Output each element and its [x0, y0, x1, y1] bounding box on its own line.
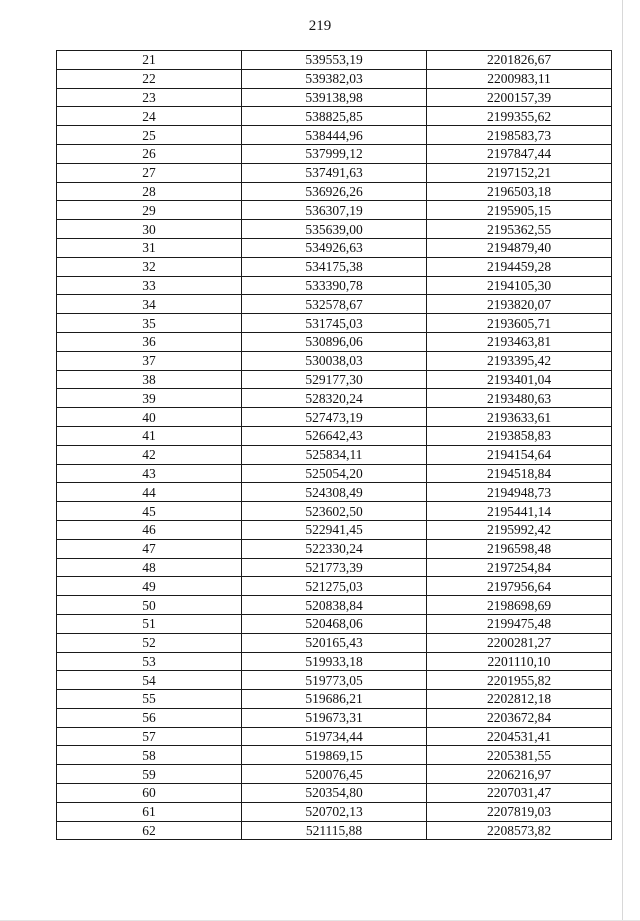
point-number-cell: 23	[57, 88, 242, 107]
table-row	[57, 69, 612, 88]
point-number-cell: 37	[57, 351, 242, 370]
point-number-cell: 34	[57, 295, 242, 314]
point-number-cell: 62	[57, 821, 242, 840]
table-row	[57, 257, 612, 276]
point-number-cell: 36	[57, 332, 242, 351]
table-row	[57, 238, 612, 257]
table-row	[57, 332, 612, 351]
point-number-cell: 47	[57, 539, 242, 558]
y-coordinate-cell: 2208573,82	[427, 821, 612, 840]
y-coordinate-cell: 2202812,18	[427, 690, 612, 709]
y-coordinate-cell: 2204531,41	[427, 727, 612, 746]
y-coordinate-cell: 2193820,07	[427, 295, 612, 314]
x-coordinate-cell: 519933,18	[242, 652, 427, 671]
point-number-cell: 53	[57, 652, 242, 671]
x-coordinate-cell: 521275,03	[242, 577, 427, 596]
table-row	[57, 88, 612, 107]
x-coordinate-cell: 519734,44	[242, 727, 427, 746]
table-row	[57, 408, 612, 427]
y-coordinate-cell: 2193401,04	[427, 370, 612, 389]
point-number-cell: 46	[57, 520, 242, 539]
y-coordinate-cell: 2203672,84	[427, 708, 612, 727]
y-coordinate-cell: 2193858,83	[427, 426, 612, 445]
point-number-cell: 48	[57, 558, 242, 577]
point-number-cell: 31	[57, 238, 242, 257]
y-coordinate-cell: 2197254,84	[427, 558, 612, 577]
y-coordinate-cell: 2196598,48	[427, 539, 612, 558]
point-number-cell: 32	[57, 257, 242, 276]
table-row	[57, 596, 612, 615]
table-row	[57, 502, 612, 521]
coordinates-table	[56, 50, 612, 840]
x-coordinate-cell: 530896,06	[242, 332, 427, 351]
point-number-cell: 44	[57, 483, 242, 502]
x-coordinate-cell: 538444,96	[242, 126, 427, 145]
y-coordinate-cell: 2206216,97	[427, 765, 612, 784]
point-number-cell: 21	[57, 51, 242, 70]
y-coordinate-cell: 2195362,55	[427, 220, 612, 239]
y-coordinate-cell: 2194459,28	[427, 257, 612, 276]
table-row	[57, 802, 612, 821]
table-row	[57, 539, 612, 558]
x-coordinate-cell: 527473,19	[242, 408, 427, 427]
x-coordinate-cell: 519686,21	[242, 690, 427, 709]
x-coordinate-cell: 524308,49	[242, 483, 427, 502]
y-coordinate-cell: 2193480,63	[427, 389, 612, 408]
x-coordinate-cell: 539553,19	[242, 51, 427, 70]
x-coordinate-cell: 534926,63	[242, 238, 427, 257]
x-coordinate-cell: 537491,63	[242, 163, 427, 182]
y-coordinate-cell: 2200983,11	[427, 69, 612, 88]
point-number-cell: 39	[57, 389, 242, 408]
point-number-cell: 38	[57, 370, 242, 389]
x-coordinate-cell: 519869,15	[242, 746, 427, 765]
point-number-cell: 41	[57, 426, 242, 445]
y-coordinate-cell: 2201826,67	[427, 51, 612, 70]
y-coordinate-cell: 2199355,62	[427, 107, 612, 126]
y-coordinate-cell: 2194518,84	[427, 464, 612, 483]
point-number-cell: 55	[57, 690, 242, 709]
x-coordinate-cell: 539382,03	[242, 69, 427, 88]
y-coordinate-cell: 2196503,18	[427, 182, 612, 201]
x-coordinate-cell: 519773,05	[242, 671, 427, 690]
table-row	[57, 558, 612, 577]
point-number-cell: 51	[57, 614, 242, 633]
point-number-cell: 33	[57, 276, 242, 295]
x-coordinate-cell: 522330,24	[242, 539, 427, 558]
x-coordinate-cell: 539138,98	[242, 88, 427, 107]
table-row	[57, 765, 612, 784]
table-row	[57, 351, 612, 370]
table-row	[57, 671, 612, 690]
y-coordinate-cell: 2194154,64	[427, 445, 612, 464]
x-coordinate-cell: 533390,78	[242, 276, 427, 295]
table-row	[57, 445, 612, 464]
y-coordinate-cell: 2198698,69	[427, 596, 612, 615]
x-coordinate-cell: 520468,06	[242, 614, 427, 633]
x-coordinate-cell: 523602,50	[242, 502, 427, 521]
point-number-cell: 56	[57, 708, 242, 727]
x-coordinate-cell: 536307,19	[242, 201, 427, 220]
x-coordinate-cell: 526642,43	[242, 426, 427, 445]
point-number-cell: 26	[57, 144, 242, 163]
y-coordinate-cell: 2197152,21	[427, 163, 612, 182]
x-coordinate-cell: 520165,43	[242, 633, 427, 652]
y-coordinate-cell: 2198583,73	[427, 126, 612, 145]
table-row	[57, 126, 612, 145]
y-coordinate-cell: 2207031,47	[427, 784, 612, 803]
y-coordinate-cell: 2199475,48	[427, 614, 612, 633]
table-row	[57, 746, 612, 765]
x-coordinate-cell: 531745,03	[242, 314, 427, 333]
y-coordinate-cell: 2195992,42	[427, 520, 612, 539]
table-row	[57, 370, 612, 389]
x-coordinate-cell: 521773,39	[242, 558, 427, 577]
y-coordinate-cell: 2194105,30	[427, 276, 612, 295]
table-row	[57, 652, 612, 671]
x-coordinate-cell: 520702,13	[242, 802, 427, 821]
x-coordinate-cell: 528320,24	[242, 389, 427, 408]
table-row	[57, 464, 612, 483]
coordinates-table-body	[57, 51, 612, 840]
point-number-cell: 28	[57, 182, 242, 201]
y-coordinate-cell: 2200157,39	[427, 88, 612, 107]
y-coordinate-cell: 2197956,64	[427, 577, 612, 596]
y-coordinate-cell: 2193633,61	[427, 408, 612, 427]
x-coordinate-cell: 537999,12	[242, 144, 427, 163]
table-row	[57, 107, 612, 126]
point-number-cell: 45	[57, 502, 242, 521]
table-row	[57, 220, 612, 239]
point-number-cell: 60	[57, 784, 242, 803]
y-coordinate-cell: 2201955,82	[427, 671, 612, 690]
x-coordinate-cell: 522941,45	[242, 520, 427, 539]
table-row	[57, 708, 612, 727]
point-number-cell: 43	[57, 464, 242, 483]
y-coordinate-cell: 2193395,42	[427, 351, 612, 370]
point-number-cell: 49	[57, 577, 242, 596]
table-row	[57, 276, 612, 295]
x-coordinate-cell: 520838,84	[242, 596, 427, 615]
point-number-cell: 58	[57, 746, 242, 765]
x-coordinate-cell: 536926,26	[242, 182, 427, 201]
x-coordinate-cell: 520076,45	[242, 765, 427, 784]
x-coordinate-cell: 525834,11	[242, 445, 427, 464]
table-row	[57, 520, 612, 539]
point-number-cell: 29	[57, 201, 242, 220]
y-coordinate-cell: 2201110,10	[427, 652, 612, 671]
x-coordinate-cell: 532578,67	[242, 295, 427, 314]
point-number-cell: 59	[57, 765, 242, 784]
point-number-cell: 24	[57, 107, 242, 126]
table-row	[57, 577, 612, 596]
point-number-cell: 35	[57, 314, 242, 333]
point-number-cell: 52	[57, 633, 242, 652]
x-coordinate-cell: 535639,00	[242, 220, 427, 239]
x-coordinate-cell: 538825,85	[242, 107, 427, 126]
point-number-cell: 30	[57, 220, 242, 239]
point-number-cell: 42	[57, 445, 242, 464]
table-row	[57, 426, 612, 445]
table-row	[57, 144, 612, 163]
y-coordinate-cell: 2207819,03	[427, 802, 612, 821]
point-number-cell: 50	[57, 596, 242, 615]
x-coordinate-cell: 529177,30	[242, 370, 427, 389]
x-coordinate-cell: 521115,88	[242, 821, 427, 840]
table-row	[57, 821, 612, 840]
x-coordinate-cell: 525054,20	[242, 464, 427, 483]
scan-edge-line	[622, 0, 623, 921]
point-number-cell: 54	[57, 671, 242, 690]
y-coordinate-cell: 2193605,71	[427, 314, 612, 333]
table-row	[57, 163, 612, 182]
y-coordinate-cell: 2194879,40	[427, 238, 612, 257]
table-row	[57, 690, 612, 709]
table-row	[57, 727, 612, 746]
table-row	[57, 51, 612, 70]
table-row	[57, 784, 612, 803]
y-coordinate-cell: 2200281,27	[427, 633, 612, 652]
table-row	[57, 201, 612, 220]
x-coordinate-cell: 534175,38	[242, 257, 427, 276]
page-number: 219	[308, 18, 332, 34]
table-row	[57, 182, 612, 201]
x-coordinate-cell: 530038,03	[242, 351, 427, 370]
y-coordinate-cell: 2193463,81	[427, 332, 612, 351]
table-row	[57, 314, 612, 333]
table-row	[57, 295, 612, 314]
point-number-cell: 25	[57, 126, 242, 145]
y-coordinate-cell: 2205381,55	[427, 746, 612, 765]
y-coordinate-cell: 2194948,73	[427, 483, 612, 502]
table-row	[57, 483, 612, 502]
x-coordinate-cell: 520354,80	[242, 784, 427, 803]
x-coordinate-cell: 519673,31	[242, 708, 427, 727]
table-row	[57, 614, 612, 633]
point-number-cell: 27	[57, 163, 242, 182]
table-row	[57, 633, 612, 652]
y-coordinate-cell: 2195905,15	[427, 201, 612, 220]
point-number-cell: 22	[57, 69, 242, 88]
point-number-cell: 57	[57, 727, 242, 746]
y-coordinate-cell: 2195441,14	[427, 502, 612, 521]
table-row	[57, 389, 612, 408]
y-coordinate-cell: 2197847,44	[427, 144, 612, 163]
point-number-cell: 61	[57, 802, 242, 821]
point-number-cell: 40	[57, 408, 242, 427]
